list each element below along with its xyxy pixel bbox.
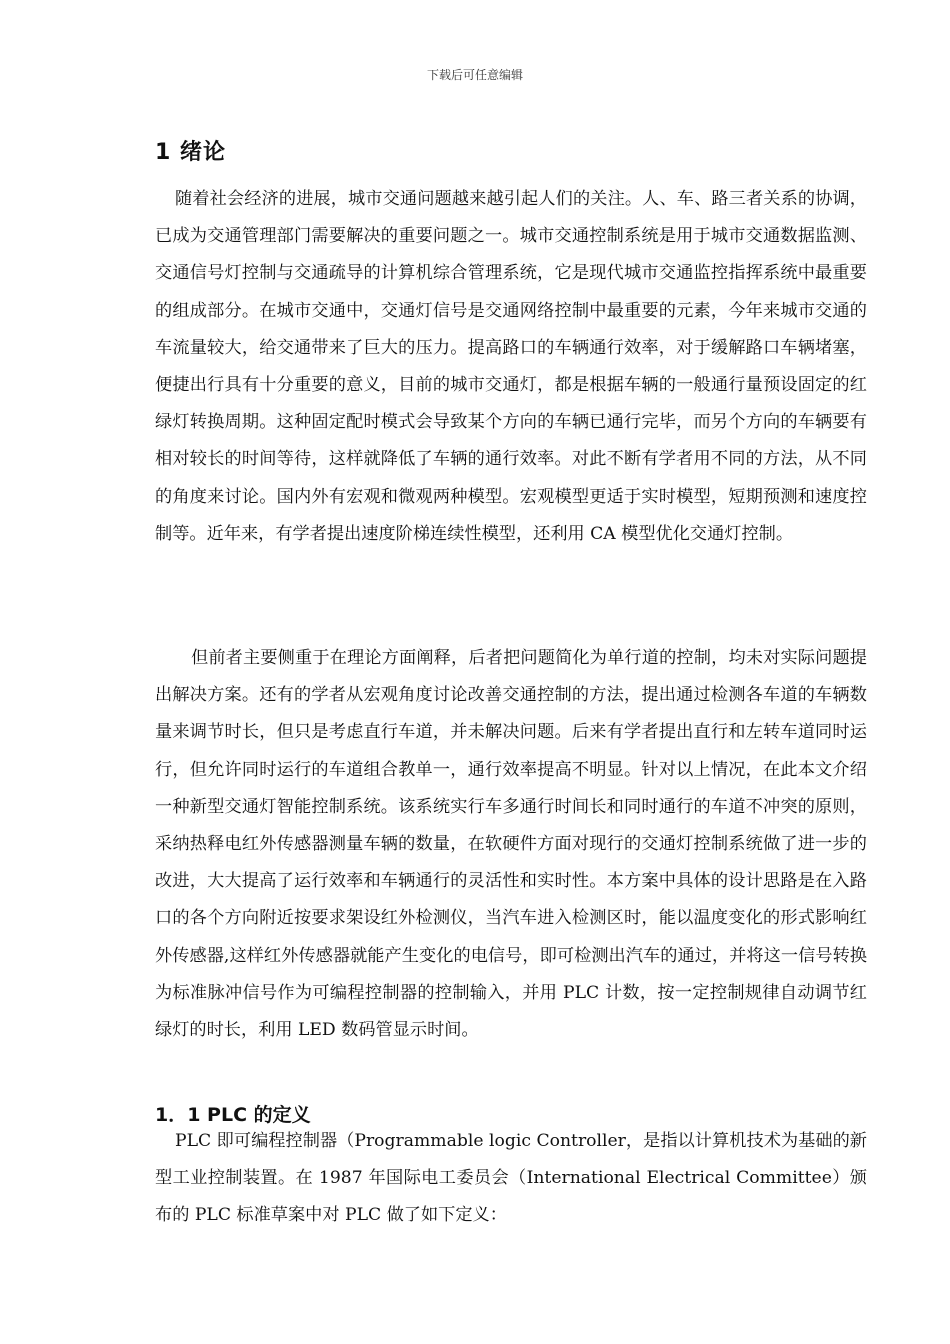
section-paragraph: PLC 即可编程控制器（Programmable logic Controller，是指以计算机技术为基础的新型工业控制装置。在 1987 年国际电工委员会（International Electrical Committee）颁布的 PLC 标准草案中对 PLC 做了如下定义：	[155, 1131, 867, 1226]
paragraph-2: 但前者主要侧重于在理论方面阐释，后者把问题简化为单行道的控制，均未对实际问题提出解决方案。还有的学者从宏观角度讨论改善交通控制的方法，提出通过检测各车道的车辆数量来调节时长，但只是考虑直行车道，并未解决问题。后来有学者提出直行和左转车道同时运行，但允许同时运行的车道组合教单一，通行效率提高不明显。针对以上情况，在此本文介绍一种新型交通灯智能控制系统。该系统实行车多通行时间长和同时通行的车道不冲突的原则，采纳热释电红外传感器测量车辆的数量，在软硬件方面对现行的交通灯控制系统做了进一步的改进，大大提高了运行效率和车辆通行的灵活性和实时性。本方案中具体的设计思路是在入路口的各个方向附近按要求架设红外检测仪，当汽车进入检测区时，能以温度变化的形式影响红外传感器,这样红外传感器就能产生变化的电信号，即可检测出汽车的通过，并将这一信号转换为标准脉冲信号作为可编程控制器的控制输入，并用 PLC 计数，按一定控制规律自动调节红绿灯的时长，利用 LED 数码管显示时间。	[155, 648, 867, 1041]
paragraph-1: 随着社会经济的进展，城市交通问题越来越引起人们的关注。人、车、路三者关系的协调，已成为交通管理部门需要解决的重要问题之一。城市交通控制系统是用于城市交通数据监测、交通信号灯控制与交通疏导的计算机综合管理系统，它是现代城市交通监控指挥系统中最重要的组成部分。在城市交通中，交通灯信号是交通网络控制中最重要的元素，今年来城市交通的车流量较大，给交通带来了巨大的压力。提高路口的车辆通行效率，对于缓解路口车辆堵塞，便捷出行具有十分重要的意义，目前的城市交通灯，都是根据车辆的一般通行量预设固定的红绿灯转换周期。这种固定配时模式会导致某个方向的车辆已通行完毕，而另个方向的车辆要有相对较长的时间等待，这样就降低了车辆的通行效率。对此不断有学者用不同的方法，从不同的角度来讨论。国内外有宏观和微观两种模型。宏观模型更适于实时模型，短期预测和速度控制等。近年来，有学者提出速度阶梯连续性模型，还利用 CA 模型优化交通灯控制。	[155, 189, 867, 544]
header-note: 下载后可任意编辑	[426, 68, 523, 82]
section-title: 1．1 PLC 的定义	[155, 1104, 311, 1126]
chapter-title: 1 绪论	[155, 140, 226, 165]
